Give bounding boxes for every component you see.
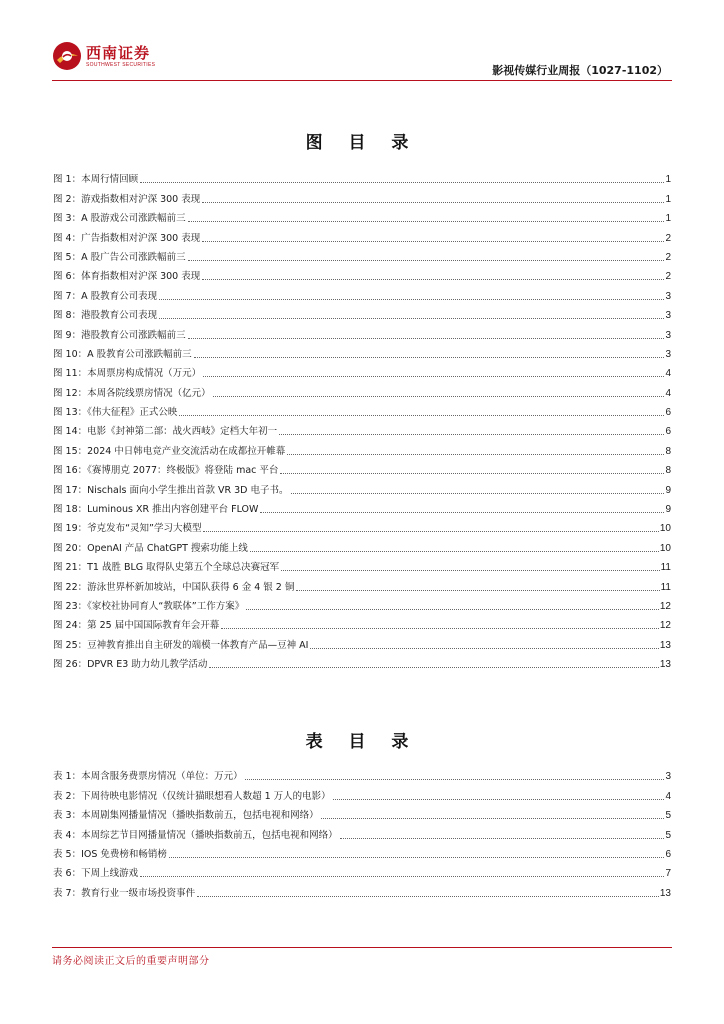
toc-entry-page: 8 bbox=[665, 445, 671, 457]
toc-dot-leader bbox=[246, 609, 659, 610]
figure-toc-entry[interactable] bbox=[53, 555, 671, 574]
toc-dot-leader bbox=[188, 338, 665, 339]
toc-entry-label: 表 4：本周综艺节目网播量情况（播映指数前五，包括电视和网络） bbox=[53, 829, 338, 841]
figure-toc-entry[interactable] bbox=[53, 497, 671, 516]
toc-dot-leader bbox=[159, 318, 664, 319]
toc-dot-leader bbox=[340, 838, 665, 839]
figure-toc-entry[interactable] bbox=[53, 458, 671, 477]
table-toc-entry[interactable] bbox=[53, 822, 671, 841]
toc-entry-label: 图 9：港股教育公司涨跌幅前三 bbox=[53, 329, 186, 341]
company-logo bbox=[52, 41, 155, 71]
toc-entry-label: 表 1：本周含服务费票房情况（单位：万元） bbox=[53, 771, 243, 783]
report-title: 影视传媒行业周报（1027-1102） bbox=[492, 64, 668, 77]
toc-dot-leader bbox=[213, 396, 665, 397]
toc-entry-page: 5 bbox=[665, 829, 671, 841]
figures-toc bbox=[53, 167, 671, 671]
toc-entry-page: 11 bbox=[660, 562, 671, 574]
toc-entry-page: 12 bbox=[659, 620, 671, 632]
figure-toc-entry[interactable] bbox=[53, 167, 671, 186]
toc-dot-leader bbox=[202, 279, 664, 280]
figure-toc-entry[interactable] bbox=[53, 303, 671, 322]
table-toc-entry[interactable] bbox=[53, 764, 671, 783]
figures-toc-title: 图 目 录 bbox=[305, 133, 419, 153]
table-toc-entry[interactable] bbox=[53, 861, 671, 880]
toc-entry-label: 表 2：下周待映电影情况（仅统计猫眼想看人数超 1 万人的电影） bbox=[53, 790, 331, 802]
toc-entry-page: 1 bbox=[665, 193, 671, 205]
toc-entry-label: 图 20：OpenAI 产品 ChatGPT 搜索功能上线 bbox=[53, 542, 248, 554]
toc-dot-leader bbox=[140, 182, 664, 183]
toc-dot-leader bbox=[333, 799, 665, 800]
toc-entry-page: 5 bbox=[665, 810, 671, 822]
figure-toc-entry[interactable] bbox=[53, 206, 671, 225]
table-toc-entry[interactable] bbox=[53, 783, 671, 802]
figure-toc-entry[interactable] bbox=[53, 342, 671, 361]
toc-entry-page: 11 bbox=[660, 581, 671, 593]
figure-toc-entry[interactable] bbox=[53, 438, 671, 457]
figure-toc-entry[interactable] bbox=[53, 264, 671, 283]
toc-dot-leader bbox=[245, 779, 665, 780]
toc-entry-label: 图 21：T1 战胜 BLG 取得队史第五个全球总决赛冠军 bbox=[53, 562, 280, 574]
toc-entry-page: 6 bbox=[665, 407, 671, 419]
toc-entry-page: 12 bbox=[659, 600, 671, 612]
toc-entry-page: 10 bbox=[659, 523, 671, 535]
toc-entry-page: 4 bbox=[665, 387, 671, 399]
toc-dot-leader bbox=[197, 896, 659, 897]
toc-dot-leader bbox=[169, 857, 665, 858]
footer-divider bbox=[52, 947, 672, 948]
figure-toc-entry[interactable] bbox=[53, 380, 671, 399]
toc-entry-page: 1 bbox=[665, 213, 671, 225]
toc-entry-label: 图 4：广告指数相对沪深 300 表现 bbox=[53, 232, 201, 244]
toc-dot-leader bbox=[179, 415, 664, 416]
toc-entry-page: 3 bbox=[665, 771, 671, 783]
toc-entry-label: 图 14：电影《封神第二部：战火西岐》定档大年初一 bbox=[53, 426, 278, 438]
toc-entry-page: 7 bbox=[665, 868, 671, 880]
toc-entry-label: 图 8：港股教育公司表现 bbox=[53, 310, 158, 322]
toc-entry-label: 图 3：A 股游戏公司涨跌幅前三 bbox=[53, 213, 186, 225]
toc-entry-page: 6 bbox=[665, 426, 671, 438]
toc-entry-page: 3 bbox=[665, 290, 671, 302]
toc-entry-page: 13 bbox=[659, 887, 671, 899]
tables-toc bbox=[53, 764, 671, 900]
toc-dot-leader bbox=[321, 818, 665, 819]
figure-toc-entry[interactable] bbox=[53, 594, 671, 613]
table-toc-entry[interactable] bbox=[53, 842, 671, 861]
toc-entry-page: 2 bbox=[665, 271, 671, 283]
toc-entry-page: 2 bbox=[665, 232, 671, 244]
figure-toc-entry[interactable] bbox=[53, 574, 671, 593]
tables-toc-title: 表 目 录 bbox=[305, 732, 419, 752]
toc-entry-label: 图 1：本周行情回顾 bbox=[53, 174, 139, 186]
toc-entry-label: 图 2：游戏指数相对沪深 300 表现 bbox=[53, 193, 201, 205]
toc-entry-label: 图 25：豆神教育推出自主研发的端模一体教育产品—豆神 AI bbox=[53, 639, 309, 651]
toc-dot-leader bbox=[202, 202, 664, 203]
toc-dot-leader bbox=[203, 531, 658, 532]
figure-toc-entry[interactable] bbox=[53, 361, 671, 380]
toc-entry-page: 10 bbox=[659, 542, 671, 554]
toc-dot-leader bbox=[250, 551, 659, 552]
toc-dot-leader bbox=[280, 473, 664, 474]
toc-dot-leader bbox=[194, 357, 665, 358]
toc-dot-leader bbox=[260, 512, 664, 513]
toc-dot-leader bbox=[279, 434, 664, 435]
toc-dot-leader bbox=[188, 221, 665, 222]
figure-toc-entry[interactable] bbox=[53, 613, 671, 632]
toc-entry-page: 9 bbox=[665, 504, 671, 516]
toc-entry-label: 图 10：A 股教育公司涨跌幅前三 bbox=[53, 348, 192, 360]
toc-entry-page: 4 bbox=[665, 790, 671, 802]
toc-entry-label: 表 3：本周剧集网播量情况（播映指数前五，包括电视和网络） bbox=[53, 810, 319, 822]
toc-dot-leader bbox=[159, 299, 664, 300]
toc-entry-page: 6 bbox=[665, 848, 671, 860]
toc-entry-page: 3 bbox=[665, 329, 671, 341]
table-toc-entry[interactable] bbox=[53, 880, 671, 899]
figure-toc-entry[interactable] bbox=[53, 632, 671, 651]
toc-dot-leader bbox=[281, 570, 659, 571]
toc-entry-label: 图 19：爷克发布“灵知”学习大模型 bbox=[53, 523, 202, 535]
toc-entry-label: 表 6：下周上线游戏 bbox=[53, 868, 139, 880]
toc-entry-label: 图 12：本周各院线票房情况（亿元） bbox=[53, 387, 211, 399]
toc-entry-label: 图 16：《赛博朋克 2077：终极版》将登陆 mac 平台 bbox=[53, 465, 279, 477]
figure-toc-entry[interactable] bbox=[53, 322, 671, 341]
toc-entry-page: 13 bbox=[659, 659, 671, 671]
logo-english-name: SOUTHWEST SECURITIES bbox=[86, 62, 156, 68]
toc-entry-label: 表 7：教育行业一级市场投资事件 bbox=[53, 887, 196, 899]
figure-toc-entry[interactable] bbox=[53, 535, 671, 554]
toc-entry-label: 图 22：游泳世界杯新加坡站，中国队获得 6 金 4 银 2 铜 bbox=[53, 581, 295, 593]
figure-toc-entry[interactable] bbox=[53, 516, 671, 535]
footer-disclaimer: 请务必阅读正文后的重要声明部分 bbox=[52, 956, 210, 967]
toc-dot-leader bbox=[287, 454, 664, 455]
toc-entry-page: 3 bbox=[665, 310, 671, 322]
toc-entry-label: 图 18：Luminous XR 推出内容创建平台 FLOW bbox=[53, 504, 259, 516]
toc-entry-label: 表 5：IOS 免费榜和畅销榜 bbox=[53, 848, 167, 860]
logo-chinese-name: 西南证券 bbox=[86, 44, 151, 62]
toc-dot-leader bbox=[310, 648, 658, 649]
figure-toc-entry[interactable] bbox=[53, 225, 671, 244]
toc-dot-leader bbox=[209, 667, 659, 668]
toc-dot-leader bbox=[188, 260, 665, 261]
toc-entry-label: 图 5：A 股广告公司涨跌幅前三 bbox=[53, 251, 186, 263]
toc-entry-label: 图 17：Nischals 面向小学生推出首款 VR 3D 电子书。 bbox=[53, 484, 289, 496]
toc-dot-leader bbox=[221, 628, 659, 629]
figure-toc-entry[interactable] bbox=[53, 477, 671, 496]
toc-entry-label: 图 7：A 股教育公司表现 bbox=[53, 290, 158, 302]
toc-entry-label: 图 6：体育指数相对沪深 300 表现 bbox=[53, 271, 201, 283]
toc-entry-page: 9 bbox=[665, 484, 671, 496]
header-divider bbox=[52, 80, 672, 81]
toc-entry-label: 图 26：DPVR E3 助力幼儿教学活动 bbox=[53, 659, 208, 671]
toc-entry-label: 图 23：《家校社协同育人“教联体”工作方案》 bbox=[53, 600, 245, 612]
toc-entry-label: 图 13：《伟大征程》正式公映 bbox=[53, 407, 178, 419]
toc-entry-label: 图 24：第 25 届中国国际教育年会开幕 bbox=[53, 620, 220, 632]
toc-dot-leader bbox=[291, 493, 665, 494]
logo-mark-icon bbox=[52, 41, 82, 71]
figure-toc-entry[interactable] bbox=[53, 245, 671, 264]
toc-dot-leader bbox=[202, 241, 664, 242]
toc-entry-page: 13 bbox=[659, 639, 671, 651]
figure-toc-entry[interactable] bbox=[53, 400, 671, 419]
toc-entry-label: 图 11：本周票房构成情况（万元） bbox=[53, 368, 202, 380]
figure-toc-entry[interactable] bbox=[53, 283, 671, 302]
toc-entry-label: 图 15：2024 中日韩电竞产业交流活动在成都拉开帷幕 bbox=[53, 445, 286, 457]
toc-entry-page: 3 bbox=[665, 348, 671, 360]
table-toc-entry[interactable] bbox=[53, 803, 671, 822]
toc-entry-page: 1 bbox=[665, 174, 671, 186]
figure-toc-entry[interactable] bbox=[53, 419, 671, 438]
toc-dot-leader bbox=[203, 376, 664, 377]
toc-entry-page: 2 bbox=[665, 251, 671, 263]
figure-toc-entry[interactable] bbox=[53, 652, 671, 671]
toc-dot-leader bbox=[140, 876, 664, 877]
toc-dot-leader bbox=[296, 590, 659, 591]
figure-toc-entry[interactable] bbox=[53, 186, 671, 205]
toc-entry-page: 4 bbox=[665, 368, 671, 380]
toc-entry-page: 8 bbox=[665, 465, 671, 477]
